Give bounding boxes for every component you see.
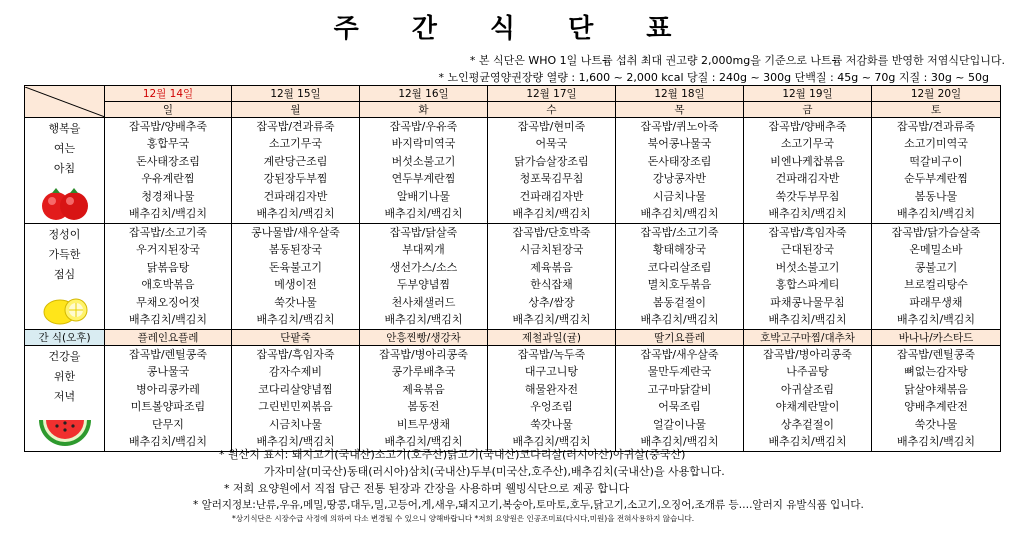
menu-item: 시금치나물 xyxy=(652,189,707,203)
menu-item: 배추김치/백김치 xyxy=(128,312,208,326)
menu-item: 봄동전 xyxy=(407,400,440,414)
menu-item: 상추겉절이 xyxy=(780,417,835,431)
corner-cell xyxy=(25,86,105,118)
menu-item: 메생이전 xyxy=(274,278,317,292)
snack-cell: 안흥찐빵/생강차 xyxy=(360,330,488,346)
menu-item: 물만두계란국 xyxy=(647,365,712,379)
watermelon-icon xyxy=(35,412,95,446)
menu-item: 북어콩나물국 xyxy=(647,137,712,151)
menu-item: 잡곡밥/녹두죽 xyxy=(517,348,586,361)
menu-item: 감자수제비 xyxy=(268,365,323,379)
snack-cell: 제철과일(귤) xyxy=(488,330,616,346)
allergy-note: * 알러지정보:난류,우유,메밀,땅콩,대두,밀,고등어,게,새우,돼지고기,복숭아,토마토,호두,닭고기,소고기,오징어,조개류 등….알러지 유발식품 입니다. xyxy=(193,499,864,511)
day-cell: 금 xyxy=(744,102,872,118)
menu-item: 봄동된장국 xyxy=(268,243,323,257)
sauce-note: * 저희 요양원에서 직접 담근 전통 된장과 간장을 사용하며 웰빙식단으로 제공 합니다 xyxy=(224,482,630,495)
lunch-cell xyxy=(488,224,616,330)
snack-row xyxy=(25,330,1001,346)
menu-item: 닭살야채볶음 xyxy=(904,382,968,396)
lunch-cell xyxy=(872,224,1001,330)
menu-item: 돈사태장조림 xyxy=(136,154,200,168)
day-cell: 일 xyxy=(105,102,232,118)
menu-item: 콩나물밥/새우살죽 xyxy=(251,226,340,239)
menu-item: 콩불고기 xyxy=(914,260,958,274)
date-cell: 12월 16일 xyxy=(360,86,488,102)
menu-item: 파채콩나물무침 xyxy=(770,295,845,309)
menu-item: 배추김치/백김치 xyxy=(896,206,976,220)
menu-item: 잡곡밥/견과류죽 xyxy=(256,120,335,133)
menu-item: 애호박볶음 xyxy=(141,278,195,292)
dinner-cell xyxy=(616,346,744,452)
menu-item: 배추김치/백김치 xyxy=(640,312,719,326)
date-row xyxy=(25,86,1001,102)
menu-item: 코다리살조림 xyxy=(647,260,712,274)
nutrition-note: * 노인평균영양권장량 열량 : 1,600 ~ 2,000 kcal 당질 : 240g ~ 300g 단백질 : 45g ~ 70g 지질 : 30g ~ 50g xyxy=(438,71,989,84)
meal-label-line: 행복을 xyxy=(48,122,81,135)
breakfast-cell xyxy=(360,118,488,224)
day-cell: 수 xyxy=(488,102,616,118)
date-cell: 12월 20일 xyxy=(872,86,1001,102)
menu-item: 배추김치/백김치 xyxy=(896,312,976,326)
menu-item: 야채계란말이 xyxy=(775,400,840,414)
date-cell: 12월 19일 xyxy=(744,86,872,102)
menu-item: 양배추계란전 xyxy=(904,400,968,414)
menu-item: 멸치호두볶음 xyxy=(647,278,712,292)
menu-item: 단무지 xyxy=(152,417,184,431)
menu-item: 잡곡밥/양배추죽 xyxy=(768,120,847,133)
menu-item: 잡곡밥/닭가슴살죽 xyxy=(891,226,981,239)
menu-item: 제육볶음 xyxy=(402,382,445,396)
menu-item: 아귀살조림 xyxy=(780,382,835,396)
lunch-cell xyxy=(744,224,872,330)
disclaimer-note: *상기식단은 시장수급 사정에 의하여 다소 변경될 수 있으니 양해바랍니다 *저희 요양원은 인공조미료(다시다,미원)을 전혀사용하지 않습니다. xyxy=(232,514,695,523)
meal-label-line: 가득한 xyxy=(48,248,81,261)
menu-item: 어묵조림 xyxy=(658,400,701,414)
snack-label: 간 식(오후) xyxy=(25,330,105,346)
menu-item: 우유계란찜 xyxy=(141,172,195,186)
meal-label-line: 점심 xyxy=(53,268,76,281)
menu-item: 얼갈이나물 xyxy=(652,417,707,431)
lunch-cell xyxy=(105,224,232,330)
menu-item: 배추김치/백김치 xyxy=(768,206,847,220)
snack-cell: 호박고구마찜/대추차 xyxy=(744,330,872,346)
menu-item: 건파래김자반 xyxy=(775,172,840,186)
menu-item: 천사채샐러드 xyxy=(391,295,456,309)
menu-item: 잡곡밥/견과류죽 xyxy=(896,120,976,133)
menu-item: 배추김치/백김치 xyxy=(512,434,591,448)
menu-item: 배추김치/백김치 xyxy=(512,206,591,220)
menu-item: 제육볶음 xyxy=(530,260,573,274)
menu-item: 배추김치/백김치 xyxy=(640,206,719,220)
menu-item: 봄동나물 xyxy=(914,189,958,203)
lunch-row xyxy=(25,224,1001,330)
menu-item: 잡곡밥/흑임자죽 xyxy=(256,348,335,361)
weekly-menu-table xyxy=(24,85,1001,452)
menu-item: 한식잡채 xyxy=(530,278,573,292)
menu-item: 강된장두부찜 xyxy=(263,172,328,186)
menu-item: 잡곡밥/병아리콩죽 xyxy=(763,348,852,361)
menu-item: 쑥갓나물 xyxy=(914,417,958,431)
menu-item: 알배기나물 xyxy=(396,189,451,203)
menu-item: 잡곡밥/렌틸콩죽 xyxy=(896,348,976,361)
menu-item: 시금치된장국 xyxy=(519,243,584,257)
menu-item: 그린빈민찌볶음 xyxy=(258,400,333,414)
sodium-note: * 본 식단은 WHO 1일 나트륨 섭취 최대 권고량 2,000mg을 기준으로 나트륨 저감화를 반영한 저염식단입니다. xyxy=(469,54,1005,67)
menu-item: 잡곡밥/현미죽 xyxy=(517,120,586,133)
menu-item: 떡갈비구이 xyxy=(909,154,963,168)
menu-item: 우엉조림 xyxy=(530,400,573,414)
dinner-cell xyxy=(488,346,616,452)
menu-item: 계란당근조림 xyxy=(263,154,328,168)
menu-item: 배추김치/백김치 xyxy=(384,206,463,220)
dinner-cell xyxy=(360,346,488,452)
breakfast-cell xyxy=(616,118,744,224)
lunch-label-cell xyxy=(25,224,105,330)
breakfast-cell xyxy=(105,118,232,224)
menu-item: 건파래김자반 xyxy=(519,189,584,203)
diagonal-line xyxy=(25,87,105,117)
day-cell: 목 xyxy=(616,102,744,118)
snack-cell: 딸기요플레 xyxy=(616,330,744,346)
menu-item: 나주곰탕 xyxy=(786,365,829,379)
menu-item: 홍합스파게티 xyxy=(775,278,840,292)
menu-item: 온메밀소바 xyxy=(909,243,963,257)
lemon-icon xyxy=(38,290,92,328)
menu-item: 배추김치/백김치 xyxy=(128,206,208,220)
menu-item: 닭가슴살장조림 xyxy=(514,154,589,168)
snack-cell: 플레인요플레 xyxy=(105,330,232,346)
menu-item: 미트볼양파조림 xyxy=(130,400,206,414)
menu-item: 잡곡밥/닭살죽 xyxy=(389,226,458,239)
menu-item: 건파래김자반 xyxy=(263,189,328,203)
meal-label-line: 건강을 xyxy=(48,350,81,363)
date-cell: 12월 18일 xyxy=(616,86,744,102)
meal-label-line: 아침 xyxy=(53,162,76,175)
date-cell: 12월 14일 xyxy=(105,86,232,102)
menu-item: 파래무생채 xyxy=(909,295,963,309)
menu-item: 고구마닭갈비 xyxy=(647,382,712,396)
menu-item: 배추김치/백김치 xyxy=(256,434,335,448)
menu-item: 강낭콩자반 xyxy=(652,172,707,186)
dinner-cell xyxy=(232,346,360,452)
origin-note: * 원산지 표시: 돼지고기(국내산)소고기(호주산)닭고기(국내산)코다리살(러시아산)아귀살(중국산) xyxy=(219,448,686,461)
menu-item: 상추/쌈장 xyxy=(528,295,575,309)
menu-item: 부대찌개 xyxy=(402,243,445,257)
menu-item: 쑥갓나물 xyxy=(274,295,317,309)
page-title: 주 간 식 단 표 xyxy=(333,14,694,44)
menu-item: 배추김치/백김치 xyxy=(128,434,208,448)
menu-item: 콩나물국 xyxy=(146,365,190,379)
menu-item: 잡곡밥/새우살죽 xyxy=(640,348,719,361)
menu-item: 쑥갓나물 xyxy=(530,417,573,431)
menu-item: 잡곡밥/단호박죽 xyxy=(512,226,591,239)
menu-item: 우거지된장국 xyxy=(136,243,200,257)
date-cell: 12월 15일 xyxy=(232,86,360,102)
meal-label-line: 정성이 xyxy=(48,228,81,241)
menu-item: 배추김치/백김치 xyxy=(768,434,847,448)
menu-item: 대구고니탕 xyxy=(524,365,579,379)
menu-item: 뼈없는감자탕 xyxy=(904,365,968,379)
dinner-cell xyxy=(872,346,1001,452)
menu-item: 배추김치/백김치 xyxy=(256,206,335,220)
menu-item: 잡곡밥/병아리콩죽 xyxy=(379,348,468,361)
menu-item: 황태해장국 xyxy=(652,243,707,257)
dinner-label-cell xyxy=(25,346,105,452)
meal-label-line: 저녁 xyxy=(53,390,76,403)
menu-item: 배추김치/백김치 xyxy=(512,312,591,326)
meal-label-line: 여는 xyxy=(53,142,76,155)
menu-item: 잡곡밥/우유죽 xyxy=(389,120,458,133)
menu-item: 잡곡밥/소고기죽 xyxy=(128,226,208,239)
lunch-cell xyxy=(232,224,360,330)
menu-item: 바지락미역국 xyxy=(391,137,456,151)
menu-item: 배추김치/백김치 xyxy=(896,434,976,448)
day-cell: 토 xyxy=(872,102,1001,118)
dinner-cell xyxy=(744,346,872,452)
menu-item: 시금치나물 xyxy=(268,417,323,431)
menu-item: 코다리살양념찜 xyxy=(258,382,333,396)
menu-item: 무채오징어젓 xyxy=(136,295,200,309)
menu-item: 배추김치/백김치 xyxy=(768,312,847,326)
lunch-cell xyxy=(616,224,744,330)
menu-item: 배추김치/백김치 xyxy=(640,434,719,448)
menu-item: 콩가루배추국 xyxy=(391,365,456,379)
menu-item: 두부양념찜 xyxy=(396,278,451,292)
date-cell: 12월 17일 xyxy=(488,86,616,102)
menu-item: 잡곡밥/흑임자죽 xyxy=(768,226,847,239)
menu-item: 잡곡밥/양배추죽 xyxy=(128,120,208,133)
menu-item: 쑥갓두부무침 xyxy=(775,189,840,203)
breakfast-cell xyxy=(488,118,616,224)
menu-item: 봄동겉절이 xyxy=(652,295,707,309)
menu-item: 병아리콩카레 xyxy=(136,382,200,396)
breakfast-cell xyxy=(872,118,1001,224)
menu-item: 잡곡밥/퀴노아죽 xyxy=(640,120,719,133)
meal-label-line: 위한 xyxy=(53,370,76,383)
menu-item: 생선가스/소스 xyxy=(389,260,458,274)
day-row xyxy=(25,102,1001,118)
menu-item: 배추김치/백김치 xyxy=(256,312,335,326)
breakfast-cell xyxy=(232,118,360,224)
menu-item: 청포묵김무침 xyxy=(519,172,584,186)
menu-item: 잡곡밥/렌틸콩죽 xyxy=(128,348,208,361)
menu-item: 비엔나케찹볶음 xyxy=(770,154,845,168)
day-cell: 월 xyxy=(232,102,360,118)
breakfast-row xyxy=(25,118,1001,224)
breakfast-cell xyxy=(744,118,872,224)
dinner-cell xyxy=(105,346,232,452)
breakfast-label-cell xyxy=(25,118,105,224)
menu-item: 돈사태장조림 xyxy=(647,154,712,168)
menu-item: 연두부계란찜 xyxy=(391,172,456,186)
menu-item: 소고기무국 xyxy=(268,137,323,151)
menu-item: 소고기미역국 xyxy=(904,137,968,151)
menu-item: 청경채나물 xyxy=(141,189,195,203)
menu-item: 어묵국 xyxy=(535,137,568,151)
menu-item: 배추김치/백김치 xyxy=(384,312,463,326)
menu-item: 근대된장국 xyxy=(780,243,835,257)
menu-item: 순두부계란찜 xyxy=(904,172,968,186)
snack-cell: 바나나/카스타드 xyxy=(872,330,1001,346)
menu-item: 소고기무국 xyxy=(780,137,835,151)
snack-cell: 단팥죽 xyxy=(232,330,360,346)
origin-note-continued: 가자미살(미국산)동태(러시아)삼치(국내산)두부(미국산,호주산),배추김치(국내산)을 사용합니다. xyxy=(264,465,725,478)
menu-item: 잡곡밥/소고기죽 xyxy=(640,226,719,239)
menu-item: 돈육불고기 xyxy=(268,260,323,274)
menu-item: 브로컬리탕수 xyxy=(904,278,968,292)
menu-item: 비트무생채 xyxy=(396,417,451,431)
day-cell: 화 xyxy=(360,102,488,118)
menu-item: 배추김치/백김치 xyxy=(384,434,463,448)
menu-item: 해물완자전 xyxy=(524,382,579,396)
lunch-cell xyxy=(360,224,488,330)
menu-item: 닭볶음탕 xyxy=(146,260,190,274)
menu-item: 버섯소불고기 xyxy=(775,260,840,274)
menu-item: 홍합무국 xyxy=(146,137,190,151)
tomato-icon xyxy=(38,184,92,222)
menu-item: 버섯소불고기 xyxy=(391,154,456,168)
dinner-row xyxy=(25,346,1001,452)
